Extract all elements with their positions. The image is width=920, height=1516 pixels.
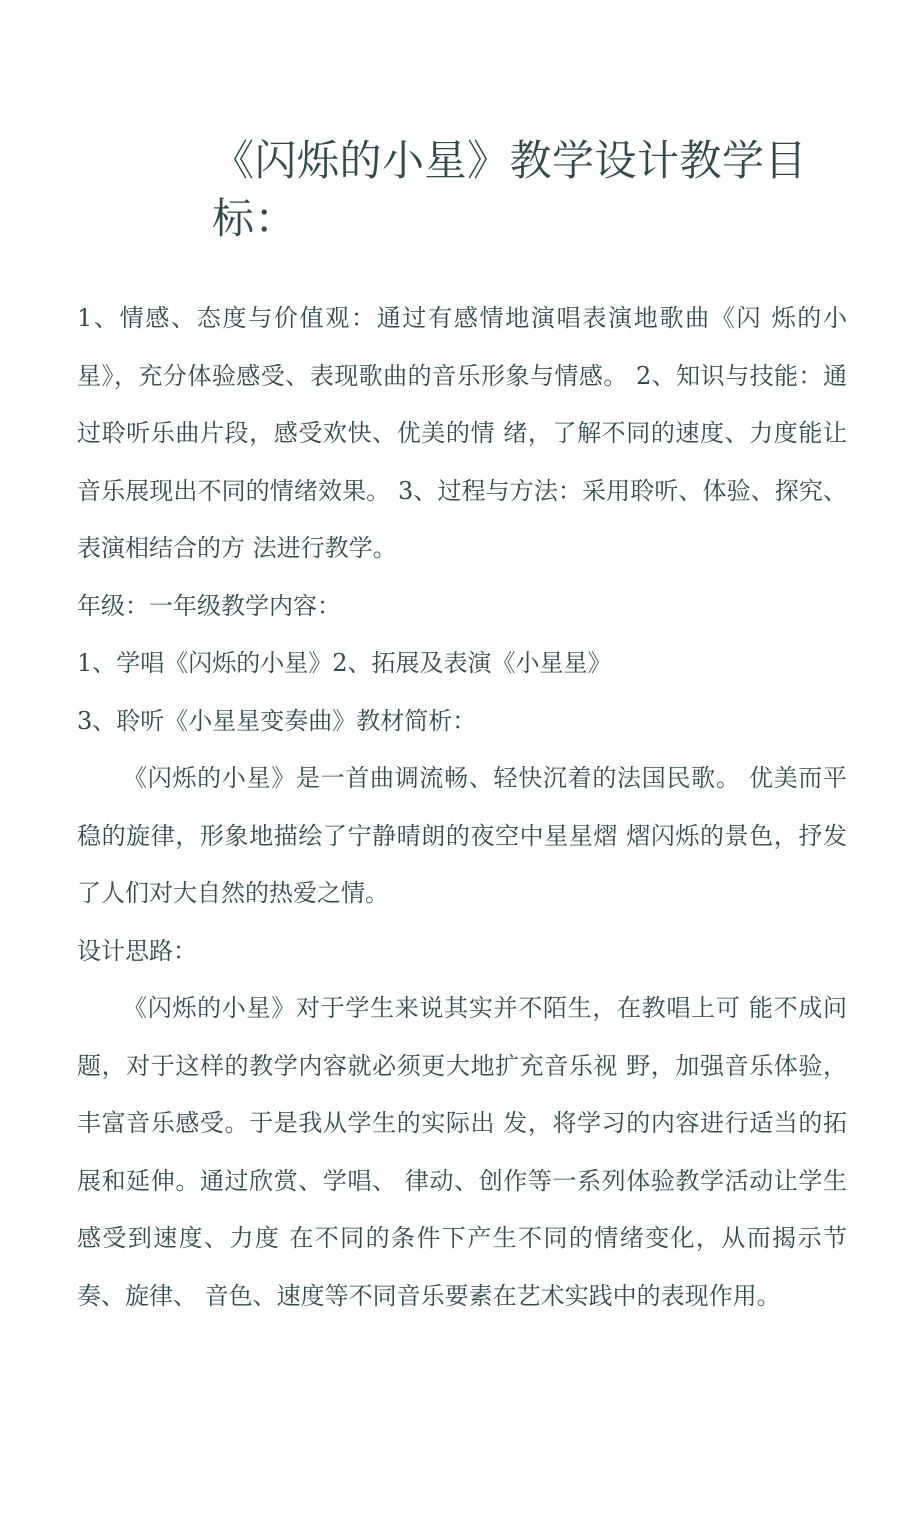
document-body [77, 290, 847, 1325]
paragraph-analysis: 《闪烁的小星》是一首曲调流畅、轻快沉着的法国民歌。 优美而平稳的旋律，形象地描绘了宁静晴朗的夜空中星星熠 熠闪烁的景色，抒发了人们对大自然的热爱之情。 [77, 764, 847, 907]
paragraph-content-3: 3、聆听《小星星变奏曲》教材简析： [77, 706, 477, 735]
paragraph-content-1: 1、学唱《闪烁的小星》2、拓展及表演《小星星》 [77, 649, 612, 677]
paragraph-design: 《闪烁的小星》对于学生来说其实并不陌生，在教唱上可 能不成问题，对于这样的教学内容就必须更大地扩充音乐视 野，加强音乐体验，丰富音乐感受。于是我从学生的实际出 发，将学习的内容进行适当的拓展和延伸。通过欣赏、学唱、 律动、创作等一系列体验教学活动让学生感受到速度、力度 在不同的条件下产生不同的情绪变化，从而揭示节奏、旋律、 音色、速度等不同音乐要素在艺术实践中的表现作用。 [77, 994, 847, 1310]
paragraph-grade: 年级：一年级教学内容： [77, 591, 341, 620]
document-title: 《闪烁的小星》教学设计教学目标： [212, 136, 808, 243]
paragraph-objectives: 1、情感、态度与价值观：通过有感情地演唱表演地歌曲《闪 烁的小星》，充分体验感受、表现歌曲的音乐形象与情感。 2、知识与技能：通过聆听乐曲片段，感受欢快、优美的情 绪，了解不同的速度、力度能让音乐展现出不同的情绪效果。 3、过程与方法：采用聆听、体验、探究、表演相结合的方 法进行教学。 [77, 304, 847, 562]
paragraph-design-heading: 设计思路： [77, 936, 197, 965]
